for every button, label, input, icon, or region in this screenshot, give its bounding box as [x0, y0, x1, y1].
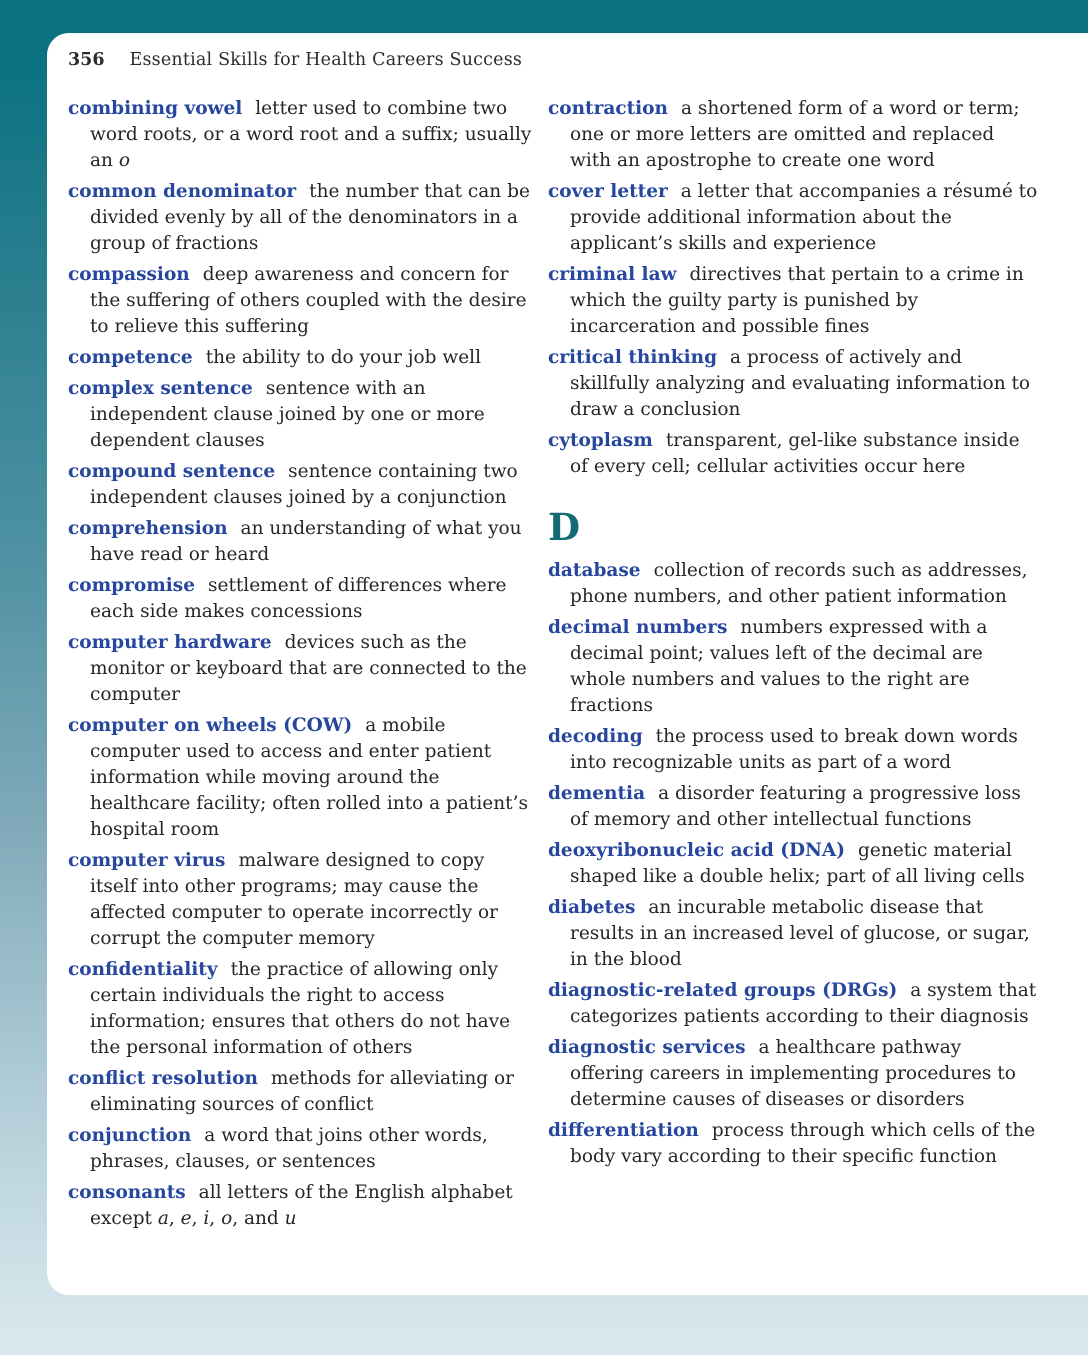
glossary-term: comprehension	[68, 518, 228, 539]
glossary-definition: directives that pertain to a crime in which the guilty party is punished by incarceration and possible fines	[570, 264, 1024, 337]
glossary-entry	[548, 724, 1040, 776]
glossary-term: complex sentence	[68, 378, 253, 399]
glossary-term: database	[548, 560, 641, 581]
glossary-term: decoding	[548, 726, 643, 747]
glossary-definition: all letters of the English alphabet except a, e, i, o, and u	[90, 1182, 513, 1229]
glossary-term: confidentiality	[68, 959, 218, 980]
glossary-term: decimal numbers	[548, 617, 728, 638]
glossary-definition: numbers expressed with a decimal point; values left of the decimal are whole numbers and values to the right are fractions	[570, 617, 988, 716]
glossary-term: compromise	[68, 575, 195, 596]
glossary-entry	[68, 262, 534, 340]
glossary-term: common denominator	[68, 181, 297, 202]
glossary-term: cover letter	[548, 181, 668, 202]
glossary-definition: a system that categorizes patients according to their diagnosis	[570, 980, 1037, 1027]
glossary-definition: malware designed to copy itself into other programs; may cause the affected computer to operate incorrectly or corrupt the computer memory	[90, 850, 499, 949]
page-header	[68, 50, 1042, 70]
glossary-entry	[68, 1123, 534, 1175]
glossary-term: diagnostic-related groups (DRGs)	[548, 980, 898, 1001]
glossary-entry	[548, 978, 1040, 1030]
glossary-entry	[548, 895, 1040, 973]
glossary-entry	[548, 615, 1040, 719]
glossary-definition: an understanding of what you have read or heard	[90, 518, 522, 565]
glossary-term: competence	[68, 347, 193, 368]
glossary-definition: a process of actively and skillfully analyzing and evaluating information to draw a conclusion	[570, 347, 1031, 420]
glossary-definition: a disorder featuring a progressive loss of memory and other intellectual functions	[570, 783, 1021, 830]
glossary-term: contraction	[548, 98, 668, 119]
glossary-entry	[68, 179, 534, 257]
glossary-entry	[68, 516, 534, 568]
glossary-definition: a letter that accompanies a résumé to provide additional information about the applicant’s skills and experience	[570, 181, 1038, 254]
glossary-definition: the process used to break down words into recognizable units as part of a word	[570, 726, 1018, 773]
glossary-definition: sentence containing two independent clauses joined by a conjunction	[90, 461, 518, 508]
glossary-term: deoxyribonucleic acid (DNA)	[548, 840, 846, 861]
glossary-definition: a healthcare pathway offering careers in implementing procedures to determine causes of diseases or disorders	[570, 1037, 1016, 1110]
glossary-entry	[548, 179, 1040, 257]
glossary-term: computer hardware	[68, 632, 272, 653]
glossary-entry	[68, 1066, 534, 1118]
glossary-term: differentiation	[548, 1120, 699, 1141]
glossary-entry	[548, 558, 1040, 610]
glossary-entry	[68, 345, 534, 371]
glossary-entry	[68, 713, 534, 843]
glossary-term: computer virus	[68, 850, 226, 871]
glossary-definition: the ability to do your job well	[205, 347, 482, 368]
glossary-term: diagnostic services	[548, 1037, 746, 1058]
glossary-entry	[68, 848, 534, 952]
glossary-entry	[548, 262, 1040, 340]
glossary-definition: collection of records such as addresses, phone numbers, and other patient information	[570, 560, 1028, 607]
glossary-entry	[68, 630, 534, 708]
glossary-definition: settlement of differences where each side makes concessions	[90, 575, 507, 622]
glossary-definition: genetic material shaped like a double helix; part of all living cells	[570, 840, 1025, 887]
glossary-definition: an incurable metabolic disease that results in an increased level of glucose, or sugar, in the blood	[570, 897, 1030, 970]
page-number: 356	[68, 50, 105, 70]
book-title: Essential Skills for Health Careers Success	[129, 50, 523, 70]
glossary-definition: sentence with an independent clause joined by one or more dependent clauses	[90, 378, 485, 451]
glossary-term: combining vowel	[68, 98, 243, 119]
glossary-entry	[68, 1180, 534, 1232]
glossary-definition: methods for alleviating or eliminating sources of conflict	[90, 1068, 514, 1115]
glossary-entry	[68, 957, 534, 1061]
glossary-term: dementia	[548, 783, 646, 804]
glossary-term: compound sentence	[68, 461, 276, 482]
glossary-definition: a word that joins other words, phrases, clauses, or sentences	[90, 1125, 488, 1172]
glossary-entry	[68, 96, 534, 174]
glossary-term: cytoplasm	[548, 430, 653, 451]
glossary-definition: a mobile computer used to access and enter patient information while moving around the healthcare facility; often rolled into a patient’s hospital room	[90, 715, 528, 840]
glossary-definition: the practice of allowing only certain individuals the right to access information; ensures that others do not have the personal information of others	[90, 959, 511, 1058]
glossary-definition: transparent, gel-like substance inside of every cell; cellular activities occur here	[570, 430, 1020, 477]
glossary-columns	[68, 96, 1042, 1237]
page-bottom-edge	[0, 1355, 1088, 1361]
glossary-term: conjunction	[68, 1125, 192, 1146]
glossary-definition: process through which cells of the body vary according to their specific function	[570, 1120, 1036, 1167]
glossary-entry	[548, 781, 1040, 833]
glossary-term: computer on wheels (COW)	[68, 715, 353, 736]
section-heading-D: D	[548, 505, 581, 549]
glossary-entry	[68, 459, 534, 511]
glossary-definition: a shortened form of a word or term; one or more letters are omitted and replaced with an apostrophe to create one word	[570, 98, 1020, 171]
glossary-term: critical thinking	[548, 347, 718, 368]
glossary-left-column	[68, 96, 534, 1237]
glossary-entry	[68, 573, 534, 625]
glossary-term: conflict resolution	[68, 1068, 258, 1089]
glossary-definition: deep awareness and concern for the suffering of others coupled with the desire to relieve this suffering	[90, 264, 527, 337]
glossary-term: consonants	[68, 1182, 186, 1203]
glossary-entry	[548, 1118, 1040, 1170]
glossary-entry	[68, 376, 534, 454]
glossary-term: compassion	[68, 264, 190, 285]
glossary-term: criminal law	[548, 264, 677, 285]
glossary-right-column	[548, 96, 1040, 1175]
glossary-entry	[548, 838, 1040, 890]
glossary-definition: letter used to combine two word roots, or a word root and a suffix; usually an o	[90, 98, 532, 171]
glossary-term: diabetes	[548, 897, 636, 918]
glossary-entry	[548, 1035, 1040, 1113]
glossary-entry	[548, 96, 1040, 174]
glossary-definition: the number that can be divided evenly by all of the denominators in a group of fractions	[90, 181, 530, 254]
glossary-entry	[548, 345, 1040, 423]
glossary-page	[47, 33, 1088, 1295]
glossary-entry	[548, 428, 1040, 480]
glossary-definition: devices such as the monitor or keyboard that are connected to the computer	[90, 632, 527, 705]
